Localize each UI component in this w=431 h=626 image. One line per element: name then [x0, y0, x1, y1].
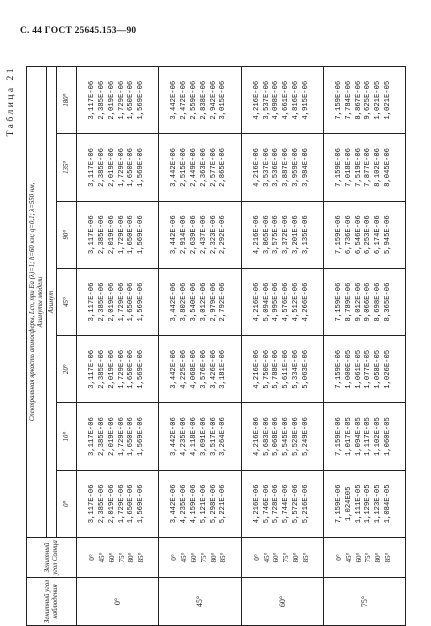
table-cell: 2,865E-06 [219, 148, 228, 187]
table-cell: 2,639E-06 [190, 215, 199, 255]
header-spanning [27, 67, 47, 538]
table-cell: 8,789E-06 [344, 282, 353, 322]
value-column [77, 336, 159, 403]
table-cell: 5,528E-06 [291, 417, 300, 456]
header-sun-angle: Зенитный угол Солнца [27, 538, 77, 578]
sun-angle: 80° [209, 552, 218, 563]
table-cell: 8,698E-06 [374, 282, 383, 322]
table-cell: 3,959E-06 [291, 148, 300, 187]
table-cell: 2,385E-06 [98, 484, 107, 524]
table-cell: 4,661E-06 [282, 80, 291, 120]
sun-angle: 85° [137, 552, 146, 563]
table-cell: 1,569E-06 [137, 417, 146, 456]
table-cell: 2,292E-06 [219, 215, 228, 255]
table-cell: 3,117E-06 [88, 148, 97, 187]
table-cell: 2,019E-06 [107, 215, 116, 255]
table-cell: 2,019E-06 [107, 148, 116, 187]
table-cell: 1,729E-06 [117, 282, 126, 322]
table-cell: 1,061E-05 [354, 349, 363, 389]
value-column [241, 134, 323, 201]
observer-angle: 45° [159, 578, 241, 626]
table-cell: 5,545E-06 [282, 417, 291, 456]
observer-angle: 75° [323, 578, 405, 626]
table-cell: 2,019E-06 [107, 80, 116, 120]
table-cell: 3,536E-06 [272, 148, 281, 187]
table-cell: 1,021E-05 [374, 80, 383, 120]
sun-angle: 0° [334, 554, 343, 561]
table-cell: 1,729E-06 [117, 349, 126, 389]
table-cell: 4,235E-06 [180, 484, 189, 524]
table-cell: 2,363E-06 [199, 148, 208, 187]
sun-angles-cell [323, 538, 405, 578]
table-cell: 2,914E-06 [180, 215, 189, 255]
table-cell: 4,995E-06 [272, 282, 281, 322]
value-column [323, 470, 405, 537]
table-cell: 9,625E-06 [364, 80, 373, 120]
table-cell: 7,784E-06 [344, 80, 353, 120]
table-cell: 7,159E-06 [334, 417, 343, 456]
sun-angle: 60° [107, 552, 116, 563]
table-cell: 2,385E-06 [98, 215, 107, 255]
table-cell: 5,334E-06 [291, 349, 300, 389]
table-cell: 2,385E-06 [98, 282, 107, 322]
table-cell: 9,066E-06 [364, 282, 373, 322]
table-cell: 2,792E-06 [219, 282, 228, 322]
table-cell: 3,575E-06 [272, 215, 281, 255]
table-cell: 3,442E-06 [170, 215, 179, 255]
page-header: С. 44 ГОСТ 25645.153—90 [20, 26, 137, 36]
value-column [77, 268, 159, 335]
table-cell: 4,068E-06 [190, 349, 199, 389]
value-column [323, 403, 405, 470]
table-cell: 5,746E-06 [262, 484, 271, 524]
table-cell: 1,000E-05 [344, 349, 353, 389]
table-cell: 7,159E-06 [334, 148, 343, 187]
table-cell: 7,159E-06 [334, 349, 343, 389]
table-cell: 1,569E-06 [137, 484, 146, 524]
sun-angle: 45° [262, 552, 271, 563]
table-cell: 3,802E-06 [180, 282, 189, 322]
sun-angle: 75° [282, 552, 291, 563]
table-cell: 1,102E-05 [374, 417, 383, 456]
table-cell: 4,915E-06 [301, 80, 310, 120]
table-cell: 3,012E-06 [199, 282, 208, 322]
table-cell: 3,865E-06 [262, 215, 271, 255]
table-cell: 7,018E-06 [344, 148, 353, 187]
value-column [159, 268, 241, 335]
value-column [241, 67, 323, 134]
table-cell: 5,788E-06 [272, 349, 281, 389]
value-column [323, 201, 405, 268]
table-cell: 1,569E-06 [137, 282, 146, 322]
data-table [26, 66, 406, 626]
table-cell: 4,098E-06 [272, 80, 281, 120]
sun-angle: 85° [301, 552, 310, 563]
sun-angle: 45° [344, 552, 353, 563]
sun-angle: 0° [170, 554, 179, 561]
table-cell: 5,249E-06 [301, 417, 310, 456]
table-cell: 2,019E-06 [107, 417, 116, 456]
sun-angle: 45° [180, 552, 189, 563]
table-cell: 3,117E-06 [88, 349, 97, 389]
table-cell: 7,519E-06 [354, 148, 363, 187]
table-cell: 1,060E-05 [383, 417, 392, 456]
table-cell: 8,867E-06 [354, 80, 363, 120]
table-cell: 1,729E-06 [117, 215, 126, 255]
table-cell: 4,266E-06 [301, 282, 310, 322]
table-cell: 4,118E-06 [190, 417, 199, 456]
table-cell: 4,216E-06 [252, 80, 261, 120]
table-cell: 4,576E-06 [282, 282, 291, 322]
value-column [323, 67, 405, 134]
sun-angle: 0° [252, 554, 261, 561]
header-azimuth: Азимут [47, 67, 57, 538]
table-cell: 3,442E-06 [170, 349, 179, 389]
table-cell: 5,121E-06 [199, 484, 208, 524]
table-cell: 4,235E-06 [180, 417, 189, 456]
table-cell: 7,159E-06 [334, 215, 343, 255]
table-cell: 6,174E-06 [374, 215, 383, 255]
table-cell: 3,442E-06 [170, 80, 179, 120]
value-column [241, 470, 323, 537]
table-cell: 4,159E-06 [190, 484, 199, 524]
table-cell: 1,650E-06 [127, 484, 136, 524]
table-cell: 3,372E-06 [282, 215, 291, 255]
rotated-table-wrapper [6, 66, 406, 626]
sun-angle: 45° [98, 552, 107, 563]
value-column [159, 336, 241, 403]
sun-angles-cell [241, 538, 323, 578]
table-cell: 1,094E-05 [354, 417, 363, 456]
table-cell: 3,117E-06 [88, 282, 97, 322]
value-column [241, 336, 323, 403]
table-cell: 4,512E-06 [291, 282, 300, 322]
table-cell: 3,117E-06 [88, 417, 97, 456]
value-column [241, 268, 323, 335]
sun-angle: 85° [383, 552, 392, 563]
table-cell: 7,877E-06 [364, 148, 373, 187]
table-cell: 1,084E-05 [383, 484, 392, 524]
table-cell: 1,729E-06 [117, 148, 126, 187]
table-cell: 6,736E-06 [344, 215, 353, 255]
value-column [77, 403, 159, 470]
table-cell: 2,472E-06 [180, 80, 189, 120]
table-cell: 3,537E-06 [262, 80, 271, 120]
table-cell: 1,650E-06 [127, 282, 136, 322]
table-cell: 4,816E-06 [291, 80, 300, 120]
table-cell: 5,298E-06 [209, 484, 218, 524]
table-cell: 3,517E-06 [209, 417, 218, 456]
sun-angle: 0° [88, 554, 97, 561]
table-cell: 3,984E-06 [301, 148, 310, 187]
sun-angles-cell [77, 538, 159, 578]
table-cell: 3,201E-06 [291, 215, 300, 255]
table-cell: 2,019E-06 [107, 282, 116, 322]
table-cell: 1,058E-05 [374, 349, 383, 389]
table-cell: 3,264E-06 [219, 417, 228, 456]
table-cell: 2,942E-06 [209, 80, 218, 120]
table-cell: 7,159E-06 [334, 484, 343, 524]
table-cell: 3,576E-06 [199, 349, 208, 389]
sun-angle: 85° [219, 552, 228, 563]
table-cell: 5,063E-06 [301, 349, 310, 389]
table-cell: 1,123E-05 [374, 484, 383, 524]
table-cell: 3,181E-06 [219, 349, 228, 389]
table-cell: 3,537E-06 [262, 148, 271, 187]
table-cell: 3,135E-06 [301, 215, 310, 255]
table-cell: 4,216E-06 [252, 484, 261, 524]
table-cell: 5,750E-06 [262, 349, 271, 389]
value-column [323, 336, 405, 403]
value-column [77, 201, 159, 268]
value-column [159, 134, 241, 201]
value-column [159, 470, 241, 537]
table-cell: 1,569E-06 [137, 215, 146, 255]
table-cell: 2,019E-06 [107, 349, 116, 389]
header-azimuth-4: 90° [57, 201, 77, 268]
table-row [159, 67, 241, 626]
table-cell: 8,045E-06 [383, 148, 392, 187]
header-azimuth-6: 180° [57, 67, 77, 134]
table-cell: 1,729E-06 [117, 484, 126, 524]
table-cell: 2,838E-06 [199, 80, 208, 120]
sun-angle: 60° [190, 552, 199, 563]
table-cell: 3,691E-06 [199, 417, 208, 456]
table-cell: 1,024E05 [344, 486, 353, 522]
table-cell: 1,017E-05 [344, 417, 353, 456]
value-column [241, 403, 323, 470]
table-cell: 1,569E-06 [137, 80, 146, 120]
table-cell: 2,449E-06 [190, 148, 199, 187]
value-column [159, 67, 241, 134]
header-spanning-line2: Азимуты мюдели [36, 276, 44, 328]
table-cell: 1,569E-06 [137, 148, 146, 187]
sun-angle: 80° [291, 552, 300, 563]
table-cell: 1,569E-06 [137, 349, 146, 389]
sun-angle: 60° [354, 552, 363, 563]
table-cell: 4,216E-06 [252, 349, 261, 389]
header-azimuth-5: 135° [57, 134, 77, 201]
table-cell: 7,159E-06 [334, 282, 343, 322]
table-cell: 3,442E-06 [170, 484, 179, 524]
table-cell: 2,385E-06 [98, 148, 107, 187]
table-cell: 1,021E-05 [383, 80, 392, 120]
header-azimuth-3: 45° [57, 268, 77, 335]
table-cell: 5,945E-06 [383, 215, 392, 255]
table-cell: 3,426E-06 [209, 349, 218, 389]
table-row [323, 67, 405, 626]
table-cell: 3,540E-06 [190, 282, 199, 322]
header-azimuth-1: 10° [57, 403, 77, 470]
value-column [77, 470, 159, 537]
table-cell: 5,611E-06 [282, 349, 291, 389]
table-cell: 5,572E-06 [291, 484, 300, 524]
table-cell: 1,650E-06 [127, 148, 136, 187]
table-cell: 6,253E-06 [364, 215, 373, 255]
value-column [323, 134, 405, 201]
table-cell: 3,015E-06 [219, 80, 228, 120]
table-cell: 3,117E-06 [88, 484, 97, 524]
table-cell: 2,515E-06 [180, 148, 189, 187]
table-cell: 1,117E-05 [364, 417, 373, 456]
value-column [241, 201, 323, 268]
table-cell: 3,887E-06 [282, 148, 291, 187]
table-cell: 4,216E-06 [252, 148, 261, 187]
table-cell: 3,442E-06 [170, 282, 179, 322]
table-label: Таблица 21 [6, 66, 16, 137]
table-cell: 5,683E-06 [262, 417, 271, 456]
table-cell: 5,728E-06 [272, 484, 281, 524]
sun-angle: 75° [364, 552, 373, 563]
table-cell: 2,019E-06 [107, 484, 116, 524]
table-cell: 1,650E-06 [127, 215, 136, 255]
value-column [77, 67, 159, 134]
table-cell: 2,385E-06 [98, 417, 107, 456]
table-cell: 2,385E-06 [98, 349, 107, 389]
table-row [77, 67, 159, 626]
table-cell: 9,012E-06 [354, 282, 363, 322]
table-cell: 5,216E-06 [301, 484, 310, 524]
table-cell: 2,385E-06 [98, 80, 107, 120]
table-cell: 2,577E-06 [209, 148, 218, 187]
table-cell: 4,225E-06 [180, 349, 189, 389]
table-cell: 5,744E-06 [282, 484, 291, 524]
observer-angle: 0° [77, 578, 159, 626]
table-cell: 1,729E-06 [117, 80, 126, 120]
header-azimuth-0: 0° [57, 470, 77, 537]
table-cell: 4,216E-06 [252, 215, 261, 255]
table-cell: 1,077E-05 [364, 349, 373, 389]
table-cell: 1,111E-05 [354, 484, 363, 524]
table-cell: 8,365E-06 [383, 282, 392, 322]
table-row [241, 67, 323, 626]
value-column [159, 403, 241, 470]
table-cell: 1,650E-06 [127, 349, 136, 389]
header-observer-angle: Зенитный угол наблюдения [27, 578, 77, 626]
sun-angle: 75° [117, 552, 126, 563]
sun-angles-cell [159, 538, 241, 578]
header-spanning-line1: Спектральная яркость атмосферы, Lсп, при Ea (λ)=1; h=60 км; q=0,1; λ=550 нм, [28, 182, 36, 422]
sun-angle: 75° [199, 552, 208, 563]
table-cell: 2,979E-06 [209, 282, 218, 322]
table-cell: 7,159E-06 [334, 80, 343, 120]
sun-angle: 60° [272, 552, 281, 563]
sun-angle: 80° [127, 552, 136, 563]
value-column [159, 201, 241, 268]
sun-angle: 80° [374, 552, 383, 563]
header-azimuth-2: 20° [57, 336, 77, 403]
table-cell: 3,117E-06 [88, 215, 97, 255]
table-cell: 1,650E-06 [127, 80, 136, 120]
table-cell: 6,546E-06 [354, 215, 363, 255]
table-cell: 1,026E-05 [383, 349, 392, 389]
value-column [77, 134, 159, 201]
table-cell: 1,129E-05 [364, 484, 373, 524]
table-cell: 1,650E-06 [127, 417, 136, 456]
value-column [323, 268, 405, 335]
table-cell: 3,442E-06 [170, 417, 179, 456]
table-cell: 1,729E-06 [117, 417, 126, 456]
table-cell: 2,437E-06 [199, 215, 208, 255]
table-cell: 4,216E-06 [252, 417, 261, 456]
table-cell: 5,221E-06 [219, 484, 228, 524]
table-cell: 5,094E-06 [262, 282, 271, 322]
table-cell: 4,216E-06 [252, 282, 261, 322]
table-cell: 2,559E-06 [190, 80, 199, 120]
table-cell: 8,102E-06 [374, 148, 383, 187]
table-cell: 3,117E-06 [88, 80, 97, 120]
observer-angle: 60° [241, 578, 323, 626]
table-cell: 3,442E-06 [170, 148, 179, 187]
table-cell: 5,068E-06 [272, 417, 281, 456]
table-cell: 2,323E-06 [209, 215, 218, 255]
